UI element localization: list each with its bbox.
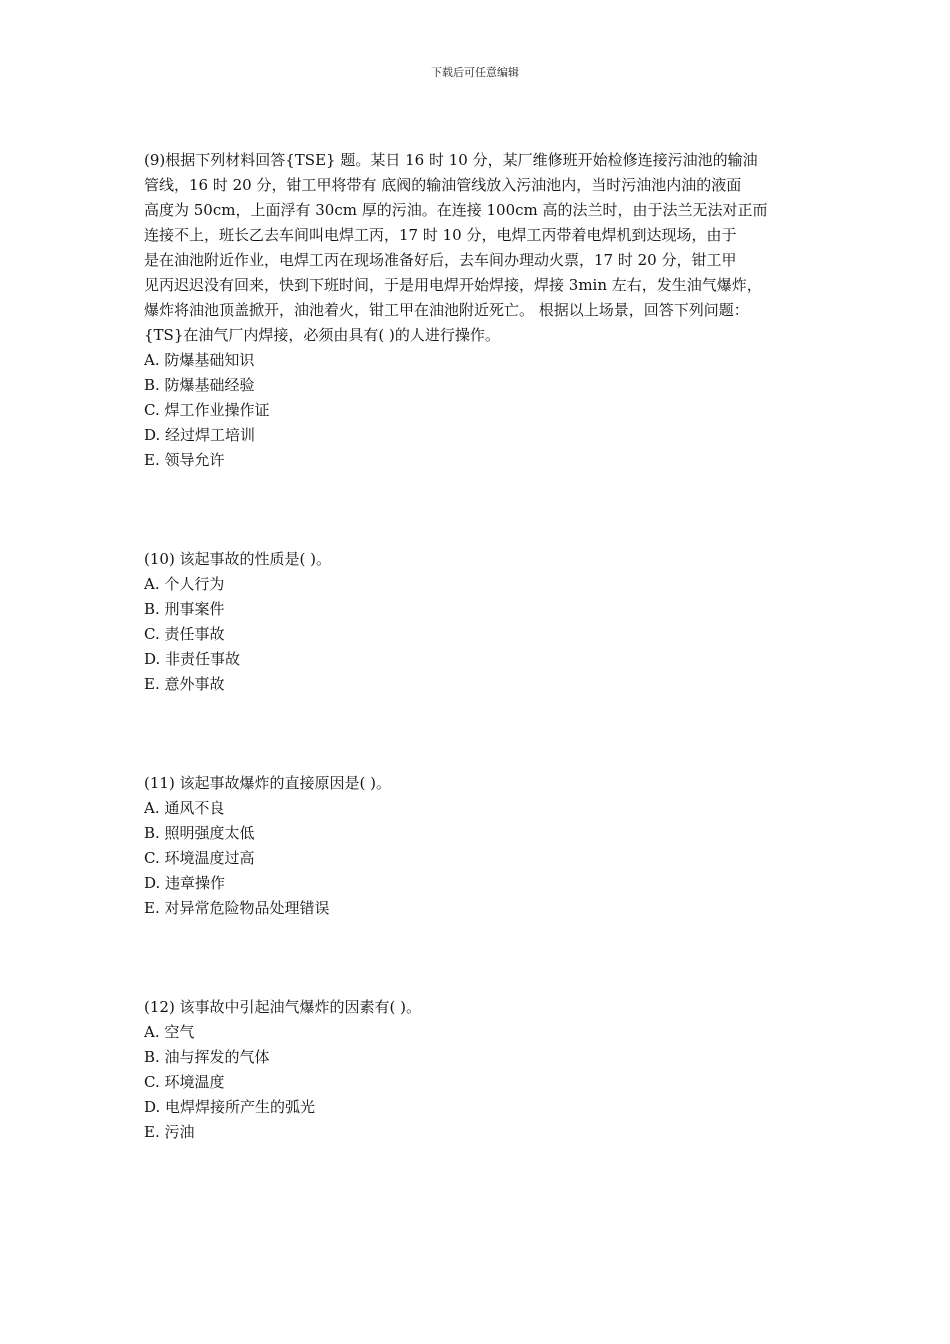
question-12 [144, 995, 824, 1145]
question-stem-line: {TS}在油气厂内焊接，必须由具有( )的人进行操作。 [144, 326, 500, 344]
question-stem-line: 高度为 50cm，上面浮有 30cm 厚的污油。在连接 100cm 高的法兰时，由于法兰无法对正而 [144, 201, 768, 219]
option-d: D. 经过焊工培训 [144, 426, 256, 444]
option-c: C. 环境温度过高 [144, 849, 255, 867]
question-stem-line: (10) 该起事故的性质是( )。 [144, 550, 332, 568]
question-stem-line: (11) 该起事故爆炸的直接原因是( )。 [144, 774, 392, 792]
question-stem-line: 连接不上，班长乙去车间叫电焊工丙，17 时 10 分，电焊工丙带着电焊机到达现场，由于 [144, 226, 737, 244]
question-9 [144, 148, 824, 473]
question-stem-line: 管线，16 时 20 分，钳工甲将带有 底阀的输油管线放入污油池内，当时污油池内油的液面 [144, 176, 742, 194]
option-e: E. 领导允许 [144, 451, 225, 469]
option-b: B. 油与挥发的气体 [144, 1048, 270, 1066]
option-e: E. 污油 [144, 1123, 195, 1141]
question-stem-line: 见丙迟迟没有回来，快到下班时间，于是用电焊开始焊接，焊接 3min 左右，发生油气爆炸， [144, 276, 762, 294]
option-c: C. 责任事故 [144, 625, 225, 643]
question-10 [144, 547, 824, 697]
option-e: E. 对异常危险物品处理错误 [144, 899, 330, 917]
option-b: B. 刑事案件 [144, 600, 225, 618]
question-stem-line: 爆炸将油池顶盖掀开，油池着火，钳工甲在油池附近死亡。 根据以上场景，回答下列问题： [144, 301, 749, 319]
option-d: D. 违章操作 [144, 874, 226, 892]
option-a: A. 空气 [144, 1023, 195, 1041]
option-a: A. 通风不良 [144, 799, 225, 817]
option-b: B. 照明强度太低 [144, 824, 255, 842]
question-stem-line: (9)根据下列材料回答{TSE} 题。某日 16 时 10 分，某厂维修班开始检修连接污油池的输油 [144, 151, 758, 169]
option-d: D. 电焊焊接所产生的弧光 [144, 1098, 316, 1116]
question-stem-line: 是在油池附近作业，电焊工丙在现场准备好后，去车间办理动火票，17 时 20 分，钳工甲 [144, 251, 737, 269]
option-a: A. 防爆基础知识 [144, 351, 255, 369]
option-e: E. 意外事故 [144, 675, 225, 693]
option-c: C. 焊工作业操作证 [144, 401, 270, 419]
option-d: D. 非责任事故 [144, 650, 241, 668]
question-11 [144, 771, 824, 921]
option-b: B. 防爆基础经验 [144, 376, 255, 394]
question-stem-line: (12) 该事故中引起油气爆炸的因素有( )。 [144, 998, 422, 1016]
page-header: 下载后可任意编辑 [431, 66, 519, 79]
option-c: C. 环境温度 [144, 1073, 225, 1091]
option-a: A. 个人行为 [144, 575, 225, 593]
